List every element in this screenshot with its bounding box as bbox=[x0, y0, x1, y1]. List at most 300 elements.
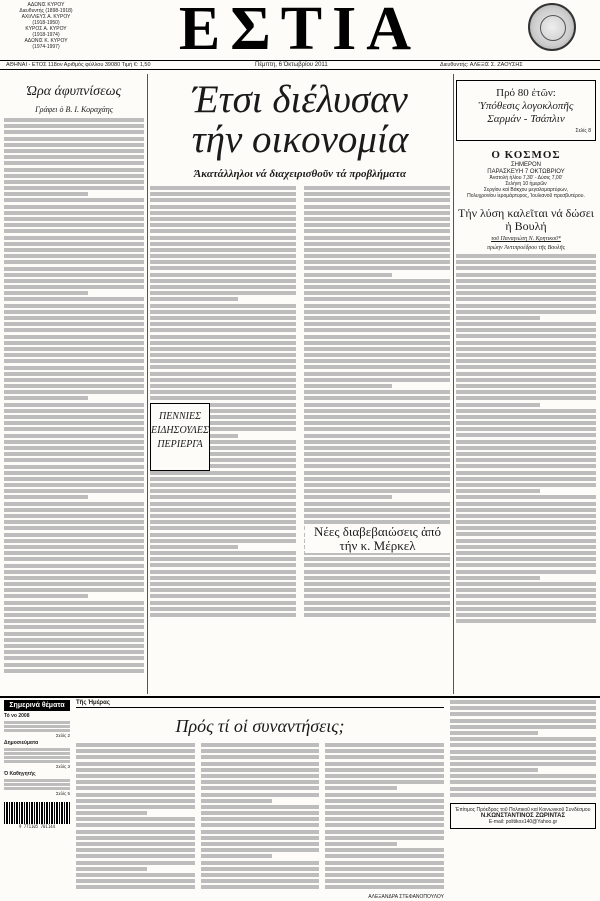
text-line bbox=[304, 421, 450, 425]
text-line bbox=[150, 520, 296, 524]
text-line bbox=[450, 750, 596, 754]
text-line bbox=[456, 446, 596, 450]
masthead bbox=[0, 0, 600, 63]
text-line bbox=[325, 879, 444, 883]
text-line bbox=[325, 842, 396, 846]
text-line bbox=[456, 390, 596, 394]
issue-date: Πέμπτη, 6 Όκτωβρίου 2011 bbox=[255, 62, 328, 68]
box-line: ΠΕΡΙΕΡΓΑ bbox=[157, 439, 203, 450]
text-line bbox=[304, 266, 450, 270]
text-line bbox=[4, 752, 70, 755]
text-line bbox=[150, 310, 296, 314]
text-line bbox=[150, 557, 296, 561]
text-line bbox=[456, 502, 596, 506]
editorial-column bbox=[201, 743, 320, 892]
text-line bbox=[4, 625, 144, 629]
text-line bbox=[4, 471, 144, 475]
text-line bbox=[4, 489, 144, 493]
text-line bbox=[456, 415, 596, 419]
text-line bbox=[456, 372, 596, 376]
text-line bbox=[4, 619, 144, 623]
text-line bbox=[150, 254, 296, 258]
text-line bbox=[76, 799, 195, 803]
text-line bbox=[150, 273, 296, 277]
text-line bbox=[325, 799, 444, 803]
headline-line: Έτσι διέλυσαν bbox=[192, 78, 408, 121]
founder-line: ΑΔΩΝΙΣ Κ. ΚΥΡΟΥ bbox=[24, 38, 68, 44]
text-line bbox=[4, 545, 144, 549]
text-line bbox=[304, 304, 450, 308]
text-line bbox=[4, 570, 144, 574]
text-line bbox=[4, 118, 144, 122]
text-line bbox=[456, 557, 596, 561]
merkel-headline: Νέες διαβεβαιώσεις ἀπό τήν κ. Μέρκελ bbox=[305, 525, 450, 553]
text-line bbox=[304, 415, 450, 419]
text-line bbox=[150, 526, 296, 530]
text-line bbox=[201, 749, 320, 753]
text-line bbox=[4, 366, 144, 370]
text-line bbox=[4, 557, 144, 561]
article-heading: Ώρα άφυπνίσεως bbox=[26, 84, 122, 99]
text-line bbox=[304, 588, 450, 592]
text-line bbox=[201, 799, 272, 803]
text-line bbox=[150, 322, 296, 326]
text-line bbox=[456, 378, 596, 382]
text-line bbox=[304, 390, 450, 394]
text-line bbox=[4, 236, 144, 240]
editorial-label: Τῆς Ἡμέρας bbox=[76, 700, 444, 708]
text-line bbox=[4, 452, 144, 456]
text-line bbox=[4, 502, 144, 506]
text-line bbox=[150, 217, 296, 221]
text-line bbox=[4, 748, 70, 751]
text-line bbox=[4, 514, 144, 518]
text-line bbox=[76, 823, 195, 827]
author-info-box bbox=[450, 803, 596, 829]
text-line bbox=[304, 211, 450, 215]
text-line bbox=[150, 236, 296, 240]
text-line bbox=[150, 471, 296, 475]
text-line bbox=[456, 613, 596, 617]
text-line bbox=[304, 297, 450, 301]
article-body bbox=[4, 118, 144, 673]
text-line bbox=[450, 762, 596, 766]
text-line bbox=[456, 341, 596, 345]
text-line bbox=[304, 483, 450, 487]
text-line bbox=[201, 817, 320, 821]
text-line bbox=[76, 867, 147, 871]
text-line bbox=[201, 762, 320, 766]
text-line bbox=[76, 774, 195, 778]
text-line bbox=[4, 205, 144, 209]
text-line bbox=[456, 551, 596, 555]
text-line bbox=[4, 434, 144, 438]
text-line bbox=[4, 285, 144, 289]
text-line bbox=[304, 223, 450, 227]
editorial-column bbox=[325, 743, 444, 892]
text-line bbox=[4, 149, 144, 153]
text-line bbox=[456, 576, 540, 580]
editor-name: Διευθυντής: ΑΛΕΞΙΣ Σ. ΖΑΟΥΣΗΣ bbox=[440, 62, 523, 68]
text-line bbox=[201, 854, 272, 858]
text-line bbox=[4, 316, 144, 320]
text-line bbox=[4, 477, 144, 481]
text-line bbox=[304, 607, 450, 611]
text-line bbox=[4, 415, 144, 419]
text-line bbox=[76, 780, 195, 784]
sidebar-item-page: Σελίς 2 bbox=[56, 732, 70, 738]
text-line bbox=[456, 310, 596, 314]
text-line bbox=[456, 285, 596, 289]
text-line bbox=[76, 885, 195, 889]
text-line bbox=[304, 316, 450, 320]
text-line bbox=[4, 304, 144, 308]
text-line bbox=[4, 372, 144, 376]
text-line bbox=[4, 124, 144, 128]
founder-line: ΚΥΡΟΣ Α. ΚΥΡΟΥ bbox=[25, 26, 67, 32]
text-line bbox=[456, 409, 596, 413]
text-line bbox=[201, 879, 320, 883]
text-line bbox=[76, 848, 195, 852]
text-line bbox=[201, 848, 320, 852]
text-line bbox=[456, 403, 540, 407]
text-line bbox=[150, 260, 296, 264]
opinion-author-title: πρώην Ἀντιπροέδρου τῆς Βουλῆς bbox=[486, 245, 565, 251]
text-line bbox=[4, 273, 144, 277]
text-line bbox=[456, 495, 596, 499]
text-line bbox=[304, 254, 450, 258]
text-line bbox=[304, 403, 450, 407]
text-line bbox=[325, 786, 396, 790]
text-line bbox=[450, 712, 596, 716]
editorial-signature: ΑΛΕΞΑΝΔΡΑ ΣΤΕΦΑΝΟΠΟΥΛΟΥ bbox=[368, 893, 444, 900]
text-line bbox=[4, 526, 144, 530]
text-line bbox=[4, 783, 70, 786]
seal-icon bbox=[528, 3, 576, 51]
author-info-name: Ν.ΚΩΝΣΤΑΝΤΙΝΟΣ ΖΩΡΙΝΤΑΣ bbox=[480, 812, 566, 819]
text-line bbox=[150, 316, 296, 320]
text-line bbox=[456, 539, 596, 543]
text-line bbox=[456, 440, 596, 444]
text-line bbox=[456, 526, 596, 530]
founder-line: Διευθυντής (1898-1918) bbox=[19, 8, 73, 14]
text-line bbox=[4, 335, 144, 339]
text-line bbox=[150, 347, 296, 351]
text-line bbox=[4, 186, 144, 190]
text-line bbox=[150, 229, 296, 233]
text-line bbox=[304, 310, 450, 314]
text-line bbox=[150, 607, 296, 611]
sidebar-title: Σημερινά θέματα bbox=[4, 700, 70, 711]
todays-topics-sidebar bbox=[4, 700, 70, 898]
text-line bbox=[456, 452, 596, 456]
text-line bbox=[304, 198, 450, 202]
text-line bbox=[450, 768, 538, 772]
text-line bbox=[4, 650, 144, 654]
text-line bbox=[304, 570, 450, 574]
text-line bbox=[304, 427, 450, 431]
text-line bbox=[456, 322, 596, 326]
text-line bbox=[304, 260, 450, 264]
sidebar-item bbox=[4, 741, 70, 769]
text-line bbox=[456, 477, 596, 481]
text-line bbox=[4, 279, 144, 283]
text-line bbox=[456, 273, 596, 277]
text-line bbox=[304, 489, 450, 493]
text-line bbox=[304, 186, 450, 190]
text-line bbox=[304, 291, 450, 295]
text-line bbox=[304, 273, 392, 277]
text-line bbox=[4, 297, 144, 301]
opinion-continuation bbox=[450, 700, 596, 898]
text-line bbox=[201, 780, 320, 784]
text-line bbox=[150, 223, 296, 227]
text-line bbox=[150, 266, 296, 270]
newspaper-logo: ΕΣΤΙΑ bbox=[178, 0, 422, 63]
text-line bbox=[456, 619, 596, 623]
text-line bbox=[201, 861, 320, 865]
text-line bbox=[304, 396, 450, 400]
text-line bbox=[4, 725, 70, 728]
text-line bbox=[150, 359, 296, 363]
text-line bbox=[201, 842, 320, 846]
text-line bbox=[4, 564, 144, 568]
text-line bbox=[456, 483, 596, 487]
text-line bbox=[456, 365, 596, 369]
text-line bbox=[4, 483, 144, 487]
text-line bbox=[150, 205, 296, 209]
kosmos-line: Πολυχρονίου ἱερομάρτυρος, Ἰουλιανοῦ πρεσβυτέρου. bbox=[467, 193, 585, 199]
text-line bbox=[325, 830, 444, 834]
sidebar-item-title: Τό νο 2008 bbox=[4, 713, 30, 719]
text-line bbox=[4, 601, 144, 605]
text-line bbox=[304, 347, 450, 351]
text-line bbox=[325, 854, 444, 858]
barcode-number: 9 771105 701144 bbox=[18, 824, 56, 829]
text-line bbox=[304, 328, 450, 332]
text-line bbox=[4, 787, 70, 790]
text-line bbox=[325, 762, 444, 766]
text-line bbox=[304, 285, 450, 289]
text-line bbox=[450, 780, 596, 784]
text-line bbox=[450, 700, 596, 704]
kosmos-day: ΣΗΜΕΡΟΝ bbox=[510, 162, 542, 168]
text-line bbox=[76, 842, 195, 846]
text-line bbox=[201, 873, 320, 877]
text-line bbox=[150, 539, 296, 543]
text-line bbox=[456, 347, 596, 351]
lead-article bbox=[150, 74, 450, 694]
kosmos-line: Ἀνατολή ἡλίου 7,30' - Δύσις 7,00' bbox=[489, 175, 563, 181]
text-line bbox=[4, 161, 144, 165]
text-line bbox=[4, 359, 144, 363]
kosmos-box bbox=[456, 149, 596, 199]
text-line bbox=[4, 495, 88, 499]
text-line bbox=[456, 260, 596, 264]
text-line bbox=[304, 452, 450, 456]
text-line bbox=[304, 440, 450, 444]
text-line bbox=[325, 823, 444, 827]
text-line bbox=[456, 514, 596, 518]
text-line bbox=[150, 297, 238, 301]
text-line bbox=[150, 211, 296, 215]
editorial-body bbox=[76, 743, 444, 892]
sidebar-item-page: Σελίς 5 bbox=[56, 790, 70, 796]
founder-line: (1918-1974) bbox=[32, 32, 60, 38]
text-line bbox=[304, 353, 450, 357]
text-line bbox=[201, 867, 320, 871]
text-line bbox=[456, 291, 596, 295]
text-line bbox=[304, 365, 450, 369]
text-line bbox=[4, 533, 144, 537]
text-line bbox=[304, 495, 392, 499]
text-line bbox=[150, 502, 296, 506]
text-line bbox=[304, 464, 450, 468]
text-line bbox=[76, 762, 195, 766]
text-line bbox=[150, 335, 296, 339]
text-line bbox=[4, 421, 144, 425]
text-line bbox=[201, 793, 320, 797]
barcode-icon bbox=[4, 802, 70, 824]
text-line bbox=[4, 143, 144, 147]
text-line bbox=[325, 793, 444, 797]
editorial-article bbox=[76, 700, 444, 898]
text-line bbox=[304, 242, 450, 246]
text-line bbox=[304, 502, 450, 506]
author-info-line: Ἐπίτιμος Πρόεδρος τοῦ Πολιτικοῦ καί Κοινωνικοῦ Συνδέσμου bbox=[455, 806, 591, 813]
text-line bbox=[4, 341, 144, 345]
text-line bbox=[450, 725, 596, 729]
text-line bbox=[76, 854, 195, 858]
text-line bbox=[76, 873, 195, 877]
text-line bbox=[4, 378, 144, 382]
text-line bbox=[76, 817, 195, 821]
text-line bbox=[4, 260, 144, 264]
text-line bbox=[456, 396, 596, 400]
kosmos-date: ΠΑΡΑΣΚΕΥΗ 7 ΟΚΤΩΒΡΙΟΥ bbox=[487, 169, 565, 175]
kosmos-line: Σελήνη 10 ἡμερῶν bbox=[505, 181, 547, 187]
text-line bbox=[150, 483, 296, 487]
text-line bbox=[201, 786, 320, 790]
text-line bbox=[4, 458, 144, 462]
text-line bbox=[4, 756, 70, 759]
text-line bbox=[325, 743, 444, 747]
text-line bbox=[450, 793, 596, 797]
text-line bbox=[456, 545, 596, 549]
box-line: ΕΙΔΗΣΟΥΛΕΣ bbox=[151, 425, 209, 436]
text-line bbox=[325, 867, 444, 871]
text-line bbox=[456, 570, 596, 574]
text-line bbox=[76, 749, 195, 753]
text-line bbox=[456, 316, 540, 320]
text-line bbox=[76, 793, 195, 797]
text-line bbox=[456, 421, 596, 425]
text-line bbox=[304, 557, 450, 561]
section-divider bbox=[0, 696, 600, 698]
text-line bbox=[456, 254, 596, 258]
text-line bbox=[304, 458, 450, 462]
text-line bbox=[325, 774, 444, 778]
text-line bbox=[456, 279, 596, 283]
text-line bbox=[150, 545, 238, 549]
text-line bbox=[456, 594, 596, 598]
text-line bbox=[201, 885, 320, 889]
text-line bbox=[304, 378, 450, 382]
text-line bbox=[150, 291, 296, 295]
text-line bbox=[304, 613, 450, 617]
sidebar-item-page: Σελίς 3 bbox=[56, 763, 70, 769]
text-line bbox=[4, 446, 144, 450]
text-line bbox=[456, 359, 596, 363]
kosmos-line: Σεργίου καί Βάκχου μεγαλομαρτύρων, bbox=[483, 187, 569, 193]
text-line bbox=[150, 248, 296, 252]
text-line bbox=[456, 601, 596, 605]
text-line bbox=[304, 508, 450, 512]
text-line bbox=[304, 477, 450, 481]
text-line bbox=[304, 279, 450, 283]
text-line bbox=[4, 353, 144, 357]
text-line bbox=[4, 539, 144, 543]
text-line bbox=[4, 396, 88, 400]
feature-title: Πρό 80 ἐτῶν: bbox=[496, 87, 556, 99]
text-line bbox=[150, 279, 296, 283]
text-line bbox=[456, 334, 596, 338]
lead-body-column bbox=[304, 186, 450, 619]
text-line bbox=[76, 805, 195, 809]
text-line bbox=[456, 353, 596, 357]
sidebar-item bbox=[4, 772, 70, 796]
text-line bbox=[4, 347, 144, 351]
text-line bbox=[150, 285, 296, 289]
text-line bbox=[4, 582, 144, 586]
text-line bbox=[201, 805, 320, 809]
issue-number: ΑΘΗΝΑΙ - ΕΤΟΣ 118ον Αριθμός φύλλου 39080 Τιμή €: 1,50 bbox=[6, 62, 151, 68]
text-line bbox=[76, 836, 195, 840]
text-line bbox=[76, 879, 195, 883]
text-line bbox=[325, 836, 444, 840]
kosmos-title: Ο ΚΟΣΜΟΣ bbox=[491, 149, 561, 161]
text-line bbox=[4, 607, 144, 611]
text-line bbox=[4, 669, 144, 673]
text-line bbox=[4, 632, 144, 636]
text-line bbox=[325, 749, 444, 753]
text-line bbox=[150, 353, 296, 357]
text-line bbox=[456, 266, 596, 270]
text-line bbox=[150, 613, 296, 617]
text-line bbox=[4, 663, 144, 667]
text-line bbox=[304, 229, 450, 233]
text-line bbox=[4, 576, 144, 580]
text-line bbox=[150, 533, 296, 537]
text-line bbox=[150, 576, 296, 580]
text-line bbox=[150, 328, 296, 332]
text-line bbox=[76, 755, 195, 759]
text-line bbox=[150, 477, 296, 481]
text-line bbox=[4, 248, 144, 252]
text-line bbox=[325, 780, 444, 784]
text-line bbox=[4, 656, 144, 660]
text-line bbox=[304, 322, 450, 326]
opinion-continuation-body bbox=[450, 700, 596, 797]
text-line bbox=[150, 563, 296, 567]
text-line bbox=[150, 396, 296, 400]
sidebar-item-title: Ὁ Καθηγητής bbox=[4, 771, 36, 777]
text-line bbox=[76, 768, 195, 772]
right-column bbox=[456, 74, 596, 694]
text-line bbox=[4, 638, 144, 642]
text-line bbox=[450, 731, 538, 735]
text-line bbox=[201, 774, 320, 778]
